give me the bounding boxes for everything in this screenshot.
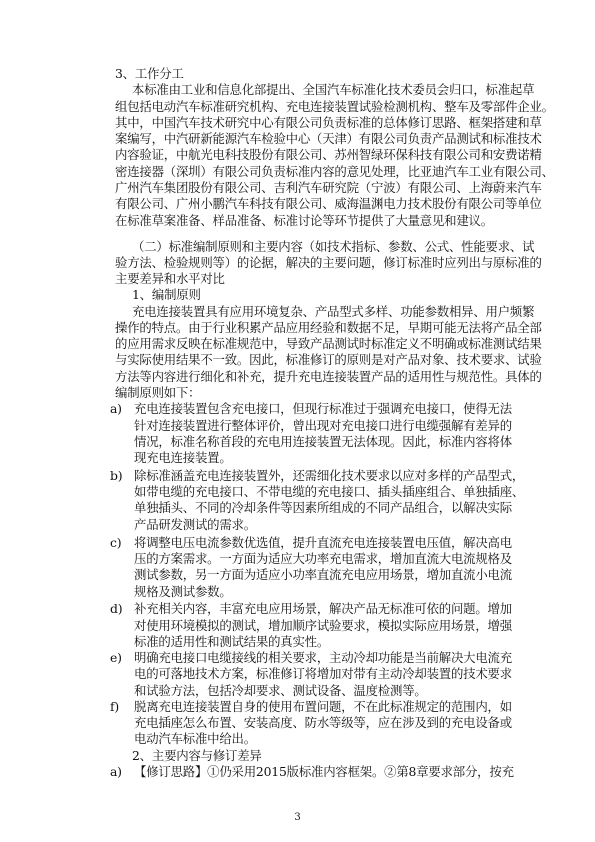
- page-number: 3: [294, 812, 301, 823]
- section-heading: （二）标准编制原则和主要内容（如技术指标、参数、公式、性能要求、试: [132, 238, 535, 254]
- list-item-line: 【修订思路】①仍采用2015版标准内容框架。②第8章要求部分，按充: [134, 763, 514, 779]
- list-item-line: 现充电连接装置。: [134, 450, 232, 465]
- subsection-title: 2、主要内容与修订差异: [132, 747, 262, 763]
- list-item-line: 和试验方法，包括冷却要求、测试设备、温度检测等。: [134, 682, 427, 698]
- list-item-line: 压的方案需求。一方面为适应大功率充电需求，增加直流大电流规格及: [134, 550, 512, 566]
- list-item-line: 补充相关内容，丰富充电应用场景，解决产品无标准可依的问题。增加: [134, 601, 512, 617]
- section-title: 3、工作分工: [115, 66, 184, 81]
- list-item-line: 电的可落地技术方案，标准修订将增加对带有主动冷却装置的技术要求: [134, 666, 512, 682]
- list-item-line: 明确充电接口电缆接线的相关要求，主动冷却功能是当前解决大电流充: [134, 650, 512, 666]
- paragraph-line: 充电连接装置具有应用环境复杂、产品型式多样、功能参数相异、用户频繁: [132, 303, 535, 319]
- list-marker: f): [110, 698, 120, 714]
- list-item-line: 标准的适用性和测试结果的真实性。: [134, 633, 330, 649]
- list-item-line: 充电插座怎么布置、安装高度、防水等级等，应在涉及到的充电设备或: [134, 715, 512, 731]
- list-marker: a): [110, 401, 122, 417]
- subsection-title: 1、编制原则: [132, 287, 201, 303]
- paragraph-line: 的应用需求反映在标准规范中，导致产品测试时标准定义不明确或标准测试结果: [115, 336, 542, 352]
- list-item-line: 将调整电压电流参数优选值，提升直流充电连接装置电压值，解决高电: [134, 534, 512, 550]
- section-heading: 主要差异和水平对比: [115, 271, 225, 286]
- list-item-line: 如带电缆的充电接口、不带电缆的充电接口、插头插座组合、单独插座、: [134, 484, 525, 500]
- paragraph-line: 组包括电动汽车标准研究机构、充电连接装置试验检测机构、整车及零部件企业。: [115, 98, 554, 114]
- list-marker: d): [110, 601, 123, 617]
- list-item-line: 产品研发测试的需求。: [134, 516, 256, 532]
- list-item-line: 规格及测试参数。: [134, 583, 232, 599]
- list-item-line: 对使用环境模拟的测试，增加顺序试验要求，模拟实际应用场景，增强: [134, 617, 512, 633]
- list-item-line: 除标准涵盖充电连接装置外，还需细化技术要求以应对多样的产品型式，: [134, 467, 525, 483]
- list-item-line: 电动汽车标准中给出。: [134, 731, 256, 747]
- list-marker: b): [110, 467, 123, 483]
- list-item-line: 充电连接装置包含充电接口，但现行标准过于强调充电接口，使得无法: [134, 401, 512, 417]
- paragraph-line: 广州汽车集团股份有限公司、吉利汽车研究院（宁波）有限公司、上海蔚来汽车: [115, 179, 542, 195]
- paragraph-line: 方法等内容进行细化和补充，提升充电连接装置产品的适用性与规范性。具体的: [115, 368, 542, 384]
- paragraph-line: 密连接器（深圳）有限公司负责标准内容的意见处理，比亚迪汽车工业有限公司、: [115, 163, 554, 179]
- paragraph-line: 本标准由工业和信息化部提出、全国汽车标准化技术委员会归口，标准起草: [132, 82, 535, 98]
- paragraph-line: 操作的特点。由于行业积累产品应用经验和数据不足，早期可能无法将产品全部: [115, 319, 542, 335]
- list-item-line: 脱离充电连接装置自身的使用布置问题，不在此标准规定的范围内，如: [134, 698, 512, 714]
- list-item-line: 测试参数，另一方面为适应小功率直流充电应用场景，增加直流小电流: [134, 567, 512, 583]
- paragraph-line: 与实际使用结果不一致。因此，标准修订的原则是对产品对象、技术要求、试验: [115, 352, 542, 368]
- paragraph-line: 内容验证，中航光电科技股份有限公司、苏州智绿环保科技有限公司和安费诺精: [115, 147, 542, 163]
- list-item-line: 针对连接装置进行整体评价，曾出现对充电接口进行电缆强解有差异的: [134, 417, 512, 433]
- paragraph-line: 其中，中国汽车技术研究中心有限公司负责标准的总体修订思路、框架搭建和草: [115, 114, 542, 130]
- paragraph-line: 在标准草案准备、样品准备、标准讨论等环节提供了大量意见和建议。: [115, 212, 493, 228]
- list-marker: a): [110, 763, 122, 779]
- section-heading: 验方法、检验规则等）的论据，解决的主要问题，修订标准时应列出与原标准的: [115, 254, 542, 270]
- list-item-line: 单独插头、不同的冷却条件等因素所组成的不同产品组合，以解决实际: [134, 500, 512, 516]
- paragraph-line: 案编写，中汽研新能源汽车检验中心（天津）有限公司负责产品测试和标准技术: [115, 131, 542, 147]
- paragraph-line: 有限公司、广州小鹏汽车科技有限公司、威海温渊电力技术股份有限公司等单位: [115, 196, 542, 212]
- paragraph-line: 编制原则如下：: [115, 384, 201, 400]
- list-marker: c): [110, 534, 122, 550]
- list-item-line: 情况，标准名称首段的充电用连接装置无法体现。因此，标准内容将体: [134, 433, 512, 449]
- list-marker: e): [110, 650, 122, 666]
